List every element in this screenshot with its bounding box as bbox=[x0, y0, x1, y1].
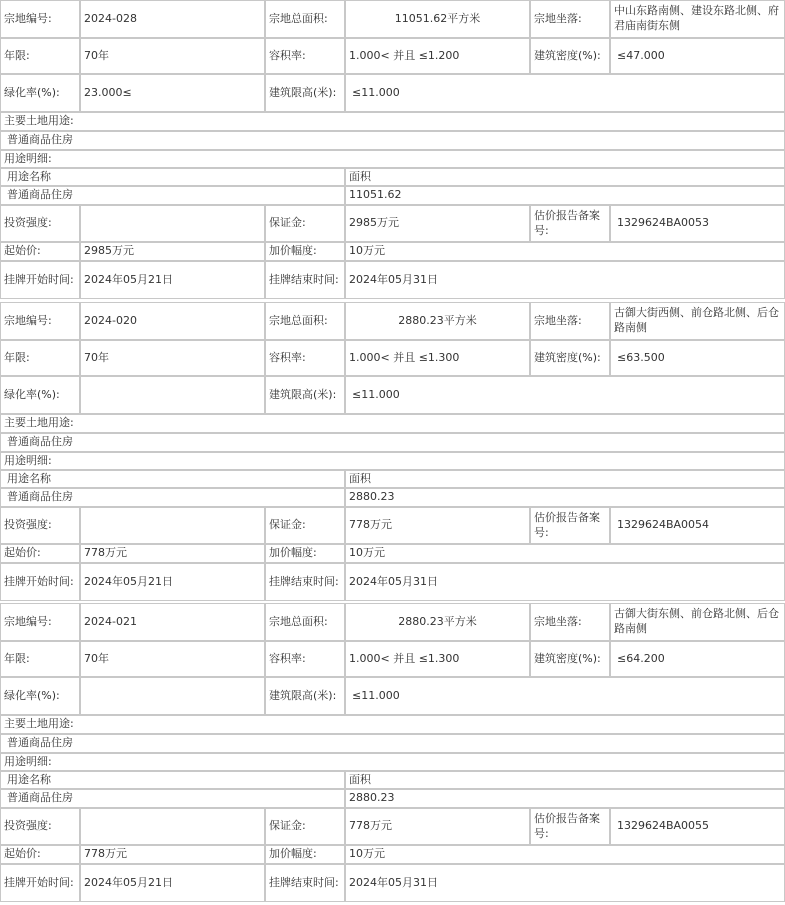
parcel-block-1 bbox=[0, 0, 785, 302]
greening-value bbox=[80, 677, 265, 715]
term-label: 年限: bbox=[0, 38, 80, 74]
parcel-no-value: 2024-028 bbox=[80, 0, 265, 38]
total-area-value: 11051.62平方米 bbox=[345, 0, 530, 38]
height-value: ≤11.000 bbox=[345, 677, 785, 715]
invest-label: 投资强度: bbox=[0, 507, 80, 544]
increment-value: 10万元 bbox=[345, 845, 785, 864]
start-price-label: 起始价: bbox=[0, 544, 80, 563]
parcel-no-label: 宗地编号: bbox=[0, 603, 80, 641]
far-label: 容积率: bbox=[265, 340, 345, 376]
use-name-header: 用途名称 bbox=[0, 168, 345, 186]
total-area-value: 2880.23平方米 bbox=[345, 603, 530, 641]
list-end-label: 挂牌结束时间: bbox=[265, 563, 345, 601]
height-label: 建筑限高(米): bbox=[265, 376, 345, 414]
report-no-label: 估价报告备案号: bbox=[530, 205, 610, 242]
list-end-value: 2024年05月31日 bbox=[345, 261, 785, 299]
list-start-label: 挂牌开始时间: bbox=[0, 563, 80, 601]
height-label: 建筑限高(米): bbox=[265, 74, 345, 112]
far-label: 容积率: bbox=[265, 38, 345, 74]
density-label: 建筑密度(%): bbox=[530, 340, 610, 376]
use-name-value: 普通商品住房 bbox=[0, 789, 345, 808]
density-value: ≤63.500 bbox=[610, 340, 785, 376]
list-end-value: 2024年05月31日 bbox=[345, 864, 785, 902]
use-name-header: 用途名称 bbox=[0, 771, 345, 789]
main-use-value: 普通商品住房 bbox=[0, 131, 785, 150]
deposit-label: 保证金: bbox=[265, 808, 345, 845]
area-header: 面积 bbox=[345, 771, 785, 789]
increment-label: 加价幅度: bbox=[265, 845, 345, 864]
deposit-value: 2985万元 bbox=[345, 205, 530, 242]
location-value: 古御大街西侧、前仓路北侧、后仓路南侧 bbox=[610, 302, 785, 340]
use-area-value: 2880.23 bbox=[345, 488, 785, 507]
list-start-value: 2024年05月21日 bbox=[80, 864, 265, 902]
list-start-value: 2024年05月21日 bbox=[80, 261, 265, 299]
start-price-label: 起始价: bbox=[0, 845, 80, 864]
report-no-value: 1329624BA0055 bbox=[610, 808, 785, 845]
report-no-value: 1329624BA0054 bbox=[610, 507, 785, 544]
increment-label: 加价幅度: bbox=[265, 242, 345, 261]
invest-value bbox=[80, 808, 265, 845]
deposit-value: 778万元 bbox=[345, 808, 530, 845]
invest-value bbox=[80, 205, 265, 242]
report-no-value: 1329624BA0053 bbox=[610, 205, 785, 242]
invest-value bbox=[80, 507, 265, 544]
use-detail-label: 用途明细: bbox=[0, 150, 785, 168]
location-label: 宗地坐落: bbox=[530, 302, 610, 340]
far-value: 1.000< 并且 ≤1.200 bbox=[345, 38, 530, 74]
term-label: 年限: bbox=[0, 641, 80, 677]
increment-value: 10万元 bbox=[345, 242, 785, 261]
use-name-header: 用途名称 bbox=[0, 470, 345, 488]
deposit-label: 保证金: bbox=[265, 507, 345, 544]
start-price-value: 778万元 bbox=[80, 845, 265, 864]
density-label: 建筑密度(%): bbox=[530, 641, 610, 677]
use-area-value: 2880.23 bbox=[345, 789, 785, 808]
height-value: ≤11.000 bbox=[345, 74, 785, 112]
parcel-block-3 bbox=[0, 603, 785, 903]
total-area-label: 宗地总面积: bbox=[265, 0, 345, 38]
list-end-value: 2024年05月31日 bbox=[345, 563, 785, 601]
location-value: 古御大街东侧、前仓路北侧、后仓路南侧 bbox=[610, 603, 785, 641]
area-header: 面积 bbox=[345, 168, 785, 186]
greening-label: 绿化率(%): bbox=[0, 74, 80, 112]
list-end-label: 挂牌结束时间: bbox=[265, 261, 345, 299]
height-value: ≤11.000 bbox=[345, 376, 785, 414]
main-use-value: 普通商品住房 bbox=[0, 433, 785, 452]
report-no-label: 估价报告备案号: bbox=[530, 808, 610, 845]
main-use-value: 普通商品住房 bbox=[0, 734, 785, 753]
main-use-label: 主要土地用途: bbox=[0, 414, 785, 433]
use-name-value: 普通商品住房 bbox=[0, 186, 345, 205]
increment-label: 加价幅度: bbox=[265, 544, 345, 563]
greening-label: 绿化率(%): bbox=[0, 376, 80, 414]
term-value: 70年 bbox=[80, 38, 265, 74]
density-value: ≤64.200 bbox=[610, 641, 785, 677]
list-end-label: 挂牌结束时间: bbox=[265, 864, 345, 902]
increment-value: 10万元 bbox=[345, 544, 785, 563]
greening-value bbox=[80, 376, 265, 414]
use-detail-label: 用途明细: bbox=[0, 753, 785, 771]
start-price-value: 2985万元 bbox=[80, 242, 265, 261]
start-price-label: 起始价: bbox=[0, 242, 80, 261]
deposit-value: 778万元 bbox=[345, 507, 530, 544]
term-value: 70年 bbox=[80, 641, 265, 677]
far-value: 1.000< 并且 ≤1.300 bbox=[345, 340, 530, 376]
deposit-label: 保证金: bbox=[265, 205, 345, 242]
invest-label: 投资强度: bbox=[0, 808, 80, 845]
greening-label: 绿化率(%): bbox=[0, 677, 80, 715]
far-value: 1.000< 并且 ≤1.300 bbox=[345, 641, 530, 677]
density-label: 建筑密度(%): bbox=[530, 38, 610, 74]
location-value: 中山东路南侧、建设东路北侧、府君庙南街东侧 bbox=[610, 0, 785, 38]
parcel-block-2 bbox=[0, 302, 785, 603]
far-label: 容积率: bbox=[265, 641, 345, 677]
use-area-value: 11051.62 bbox=[345, 186, 785, 205]
use-detail-label: 用途明细: bbox=[0, 452, 785, 470]
location-label: 宗地坐落: bbox=[530, 603, 610, 641]
main-use-label: 主要土地用途: bbox=[0, 112, 785, 131]
total-area-value: 2880.23平方米 bbox=[345, 302, 530, 340]
parcel-no-value: 2024-021 bbox=[80, 603, 265, 641]
location-label: 宗地坐落: bbox=[530, 0, 610, 38]
list-start-value: 2024年05月21日 bbox=[80, 563, 265, 601]
invest-label: 投资强度: bbox=[0, 205, 80, 242]
area-header: 面积 bbox=[345, 470, 785, 488]
height-label: 建筑限高(米): bbox=[265, 677, 345, 715]
term-label: 年限: bbox=[0, 340, 80, 376]
greening-value: 23.000≤ bbox=[80, 74, 265, 112]
total-area-label: 宗地总面积: bbox=[265, 302, 345, 340]
use-name-value: 普通商品住房 bbox=[0, 488, 345, 507]
parcel-no-label: 宗地编号: bbox=[0, 0, 80, 38]
parcel-no-value: 2024-020 bbox=[80, 302, 265, 340]
main-use-label: 主要土地用途: bbox=[0, 715, 785, 734]
density-value: ≤47.000 bbox=[610, 38, 785, 74]
list-start-label: 挂牌开始时间: bbox=[0, 261, 80, 299]
parcel-no-label: 宗地编号: bbox=[0, 302, 80, 340]
start-price-value: 778万元 bbox=[80, 544, 265, 563]
report-no-label: 估价报告备案号: bbox=[530, 507, 610, 544]
total-area-label: 宗地总面积: bbox=[265, 603, 345, 641]
list-start-label: 挂牌开始时间: bbox=[0, 864, 80, 902]
term-value: 70年 bbox=[80, 340, 265, 376]
